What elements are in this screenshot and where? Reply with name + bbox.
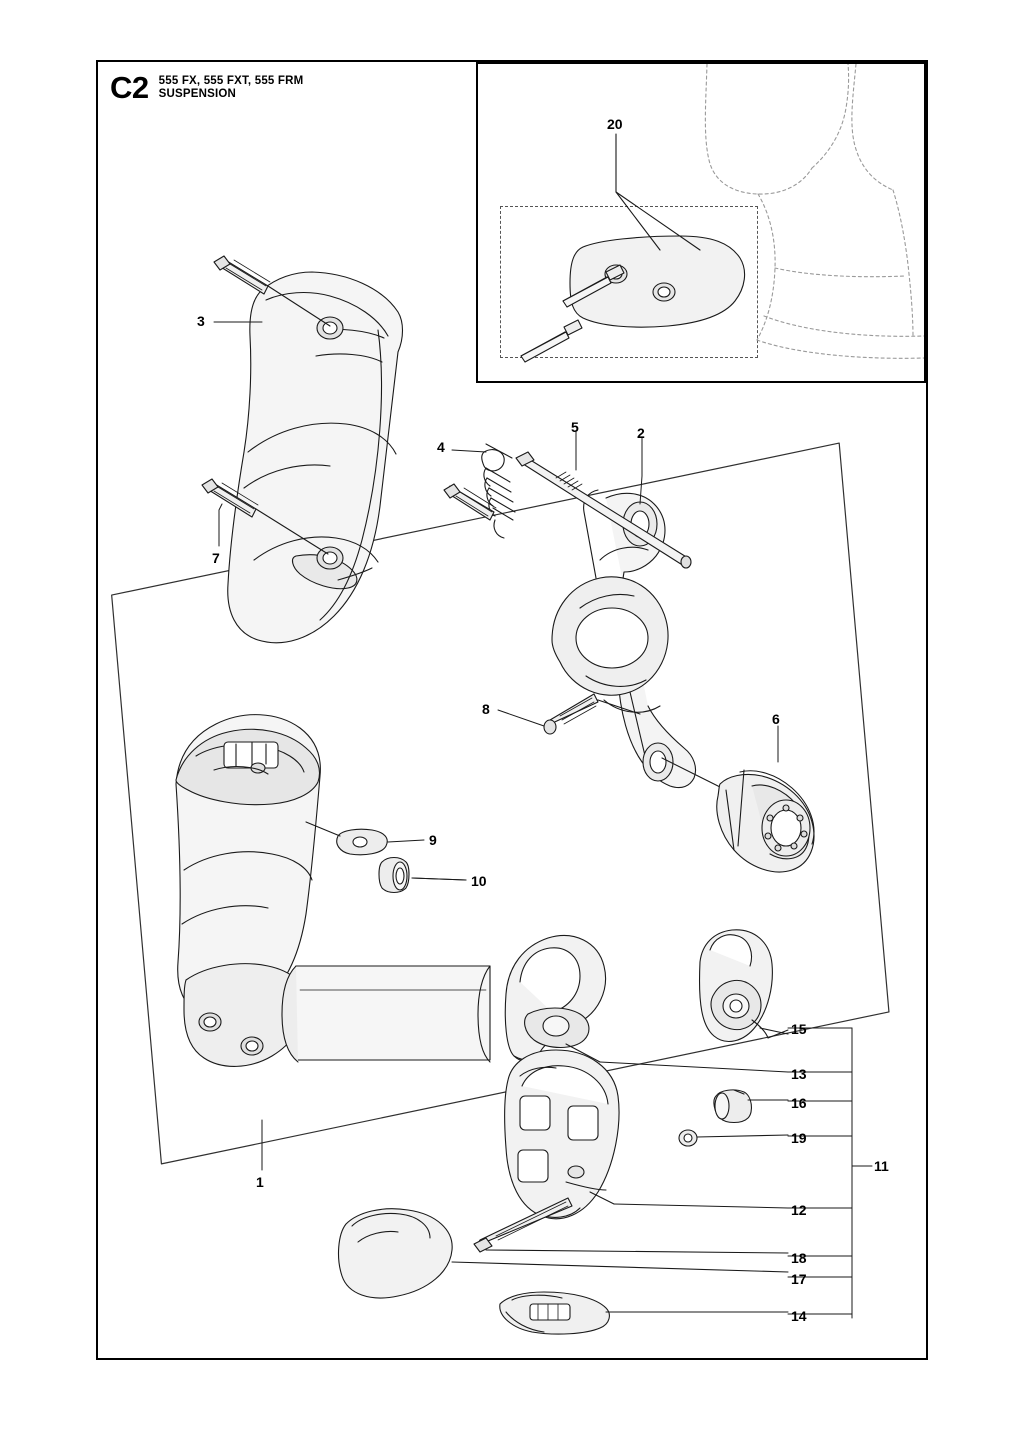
page-header <box>110 72 303 103</box>
callout-18: 18 <box>791 1250 807 1266</box>
callout-8: 8 <box>482 701 490 717</box>
callout-10: 10 <box>471 873 487 889</box>
inset-detail-box <box>476 62 926 383</box>
callout-11: 11 <box>874 1158 889 1174</box>
callout-16: 16 <box>791 1095 807 1111</box>
callout-6: 6 <box>772 711 780 727</box>
callout-9: 9 <box>429 832 437 848</box>
callout-17: 17 <box>791 1271 807 1287</box>
callout-7: 7 <box>212 550 220 566</box>
callout-4: 4 <box>437 439 445 455</box>
callout-3: 3 <box>197 313 205 329</box>
callout-1: 1 <box>256 1174 264 1190</box>
callout-13: 13 <box>791 1066 807 1082</box>
callout-15: 15 <box>791 1021 807 1037</box>
callout-5: 5 <box>571 419 579 435</box>
inset-dashed-region <box>500 206 758 358</box>
callout-20: 20 <box>607 116 623 132</box>
model-line: 555 FX, 555 FXT, 555 FRM <box>158 75 304 87</box>
section-name: SUSPENSION <box>158 88 237 101</box>
callout-14: 14 <box>791 1308 807 1324</box>
header-text-block <box>159 72 304 101</box>
callout-2: 2 <box>637 425 645 441</box>
section-code: C2 <box>110 70 149 105</box>
callout-12: 12 <box>791 1202 807 1218</box>
callout-19: 19 <box>791 1130 807 1146</box>
